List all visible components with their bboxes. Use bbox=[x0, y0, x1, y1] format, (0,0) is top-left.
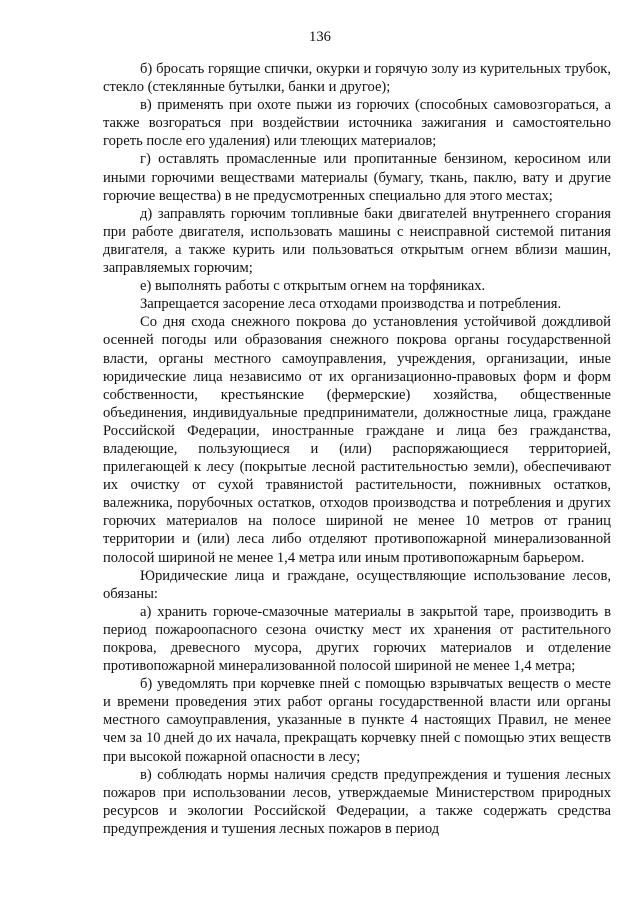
page-number: 136 bbox=[309, 29, 331, 45]
paragraph: в) соблюдать нормы наличия средств предупреждения и тушения лесных пожаров при использовании лесов, утверждаемые Министерством природных ресурсов и экологии Российской Федерации, а также содержать средства предупреждения и тушения лесных пожаров в период bbox=[103, 766, 611, 837]
paragraph: Запрещается засорение леса отходами производства и потребления. bbox=[140, 296, 562, 313]
paragraph: д) заправлять горючим топливные баки двигателей внутреннего сгорания при работе двигателя, использовать машины с неисправной системой питания двигателя, а также курить или пользоваться открытым огнем вблизи машин, заправляемых горючим; bbox=[103, 205, 611, 277]
document-body bbox=[103, 60, 611, 838]
paragraph: в) применять при охоте пыжи из горючих (способных самовозгораться, а также возгораться при воздействии источника зажигания и самостоятельно гореть после его удаления) или тлеющих материалов; bbox=[103, 97, 611, 150]
paragraph: Со дня схода снежного покрова до установления устойчивой дождливой осенней погоды или образования снежного покрова органы государственной власти, органы местного самоуправления, учреждения, организации, иные юридические лица независимо от их организационно-правовых форм и форм собственности, крестьянские (фермерские) хозяйства, общественные объединения, индивидуальные предприниматели, должностные лица, граждане Российской Федерации, иностранные граждане и лица без гражданства, владеющие, пользующиеся и (или) распоряжающиеся территорией, прилегающей к лесу (покрытые лесной растительностью земли), обеспечивают их очистку от сухой травянистой растительности, пожнивных остатков, валежника, порубочных остатков, отходов производства и потребления и других горючих материалов на полосе шириной не менее 10 метров от границ территории и (или) леса либо отделяют противопожарной минерализованной полосой шириной не менее 1,4 метра или иным противопожарным барьером. bbox=[103, 314, 611, 566]
paragraph: Юридические лица и граждане, осуществляющие использование лесов, обязаны: bbox=[103, 567, 611, 602]
paragraph: б) уведомлять при корчевке пней с помощью взрывчатых веществ о месте и времени проведения этих работ органы государственной власти или органы местного самоуправления, указанные в пункте 4 настоящих Правил, не менее чем за 10 дней до их начала, прекращать корчевку пней с помощью этих веществ при высокой пожарной опасности в лесу; bbox=[103, 676, 611, 765]
paragraph: е) выполнять работы с открытым огнем на торфяниках. bbox=[140, 278, 486, 295]
paragraph: г) оставлять промасленные или пропитанные бензином, керосином или иными горючими веществами материалы (бумагу, ткань, паклю, вату и другие горючие вещества) в не предусмотренных специально для этого местах; bbox=[103, 151, 611, 204]
paragraph: б) бросать горящие спички, окурки и горячую золу из курительных трубок, стекло (стеклянные бутылки, банки и другое); bbox=[103, 61, 611, 96]
paragraph: а) хранить горюче-смазочные материалы в закрытой таре, производить в период пожароопасного сезона очистку мест их хранения от растительного покрова, древесного мусора, других горючих материалов и отделение противопожарной минерализованной полосой шириной не менее 1,4 метра; bbox=[103, 603, 611, 675]
